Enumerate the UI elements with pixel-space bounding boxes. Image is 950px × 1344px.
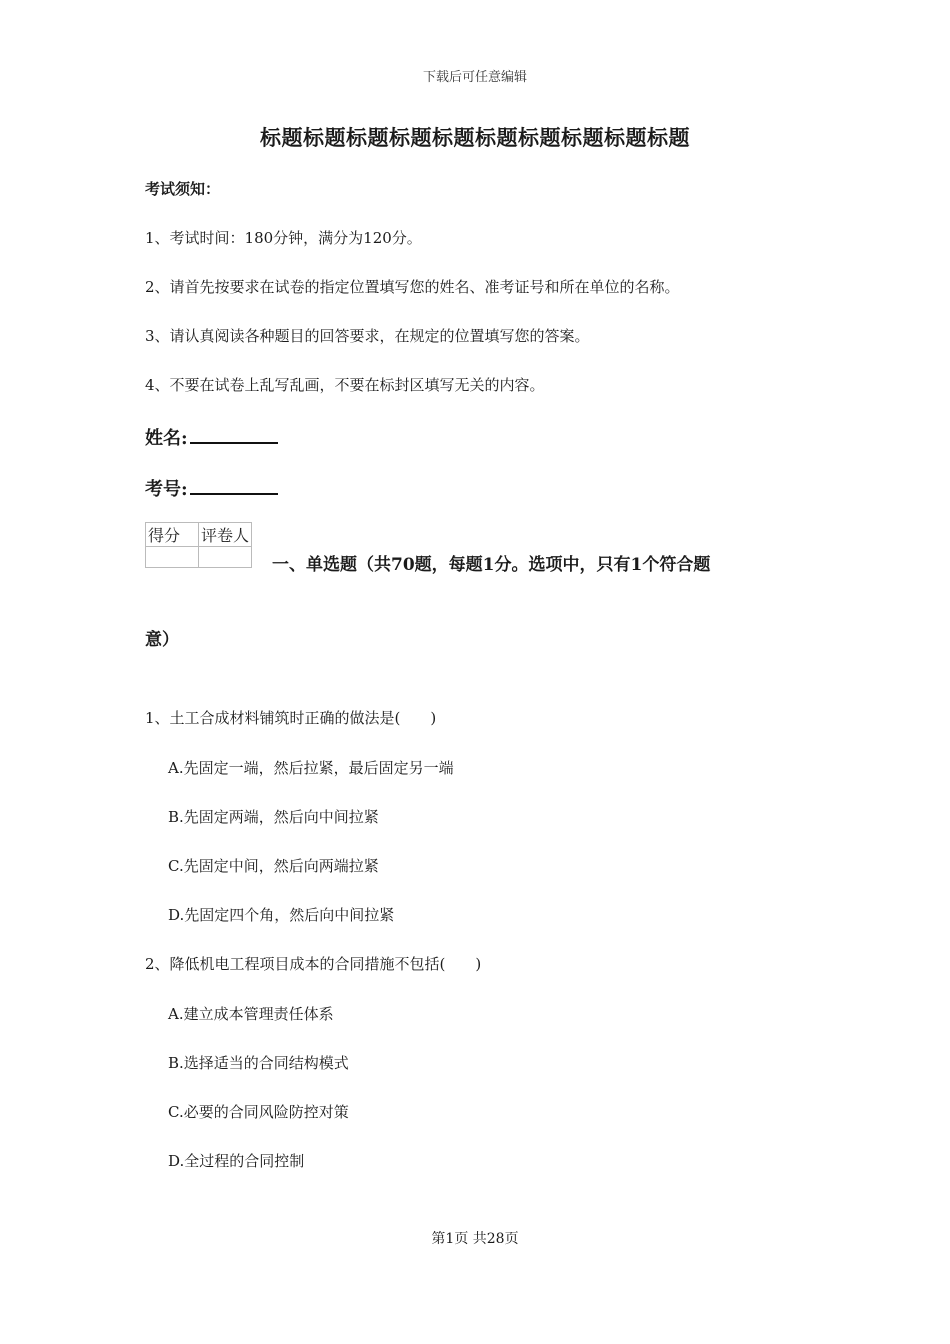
- notice-item: 3、请认真阅读各种题目的回答要求，在规定的位置填写您的答案。: [145, 327, 590, 345]
- grader-header: 评卷人: [199, 523, 252, 547]
- question-1-option-b: B.先固定两端，然后向中间拉紧: [168, 808, 379, 826]
- page-footer: 第1页 共28页: [431, 1231, 519, 1247]
- question-1-option-c: C.先固定中间，然后向两端拉紧: [168, 857, 379, 875]
- question-1-option-d: D.先固定四个角，然后向中间拉紧: [168, 906, 395, 924]
- question-1-option-a: A.先固定一端，然后拉紧，最后固定另一端: [168, 759, 454, 777]
- document-title: 标题标题标题标题标题标题标题标题标题标题: [260, 125, 690, 150]
- name-field: [145, 424, 278, 450]
- question-2: 2、降低机电工程项目成本的合同措施不包括( ): [145, 955, 482, 973]
- id-blank[interactable]: [190, 475, 278, 495]
- name-blank[interactable]: [190, 424, 278, 444]
- name-label: 姓名:: [145, 428, 188, 449]
- question-2-option-a: A.建立成本管理责任体系: [168, 1005, 334, 1023]
- id-field: [145, 475, 278, 501]
- notice-heading: 考试须知：: [145, 180, 221, 198]
- grader-cell[interactable]: [199, 547, 252, 568]
- notice-item: 4、不要在试卷上乱写乱画，不要在标封区填写无关的内容。: [145, 376, 545, 394]
- question-1: 1、土工合成材料铺筑时正确的做法是( ): [145, 709, 437, 727]
- score-header: 得分: [146, 523, 199, 547]
- question-2-option-c: C.必要的合同风险防控对策: [168, 1103, 349, 1121]
- score-table: [145, 522, 252, 568]
- header-note: 下载后可任意编辑: [422, 70, 527, 85]
- score-cell[interactable]: [146, 547, 199, 568]
- question-2-option-d: D.全过程的合同控制: [168, 1152, 305, 1170]
- notice-item: 1、考试时间：180分钟，满分为120分。: [145, 229, 422, 247]
- question-2-option-b: B.选择适当的合同结构模式: [168, 1054, 349, 1072]
- section-title: 一、单选题（共70题，每题1分。选项中，只有1个符合题: [272, 555, 711, 575]
- id-label: 考号:: [145, 479, 188, 500]
- notice-item: 2、请首先按要求在试卷的指定位置填写您的姓名、准考证号和所在单位的名称。: [145, 278, 680, 296]
- section-title-continued: 意）: [145, 630, 179, 650]
